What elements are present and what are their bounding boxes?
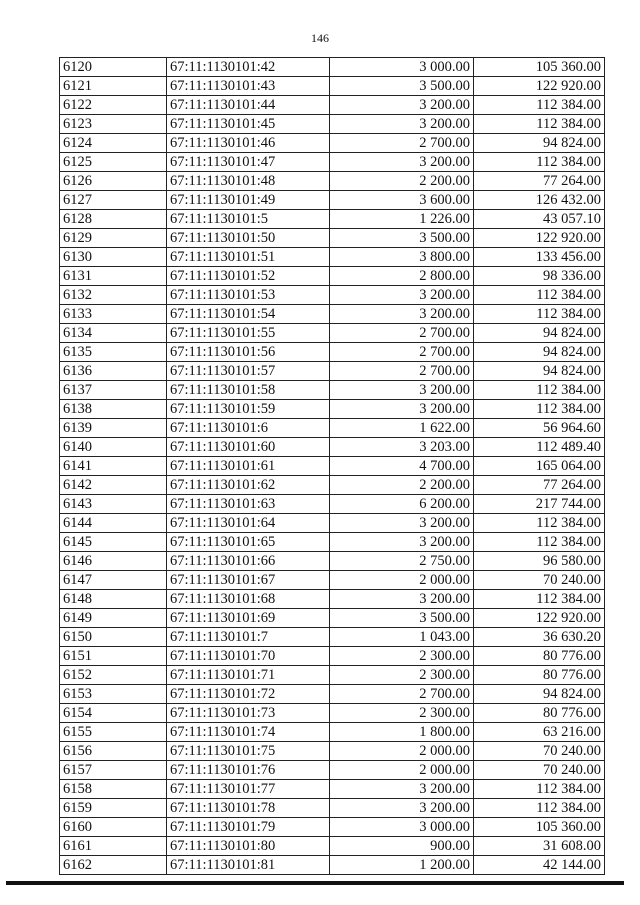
value-cell: 112 384.00 [474,799,605,818]
row-number-cell: 6123 [60,115,167,134]
table-body [60,58,605,875]
cadastral-number-cell: 67:11:1130101:74 [167,723,330,742]
area-cell: 2 300.00 [330,647,474,666]
cadastral-number-cell: 67:11:1130101:64 [167,514,330,533]
table-row [60,400,605,419]
table-row [60,248,605,267]
cadastral-number-cell: 67:11:1130101:43 [167,77,330,96]
table-row [60,210,605,229]
cadastral-number-cell: 67:11:1130101:76 [167,761,330,780]
cadastral-number-cell: 67:11:1130101:54 [167,305,330,324]
cadastral-number-cell: 67:11:1130101:49 [167,191,330,210]
row-number-cell: 6122 [60,96,167,115]
cadastral-number-cell: 67:11:1130101:70 [167,647,330,666]
area-cell: 3 200.00 [330,533,474,552]
cadastral-number-cell: 67:11:1130101:71 [167,666,330,685]
table-row [60,229,605,248]
table-row [60,837,605,856]
value-cell: 112 384.00 [474,305,605,324]
table-row [60,533,605,552]
cadastral-number-cell: 67:11:1130101:45 [167,115,330,134]
area-cell: 2 700.00 [330,324,474,343]
row-number-cell: 6146 [60,552,167,571]
row-number-cell: 6161 [60,837,167,856]
row-number-cell: 6144 [60,514,167,533]
row-number-cell: 6153 [60,685,167,704]
cadastral-value-table [59,57,605,875]
area-cell: 3 500.00 [330,609,474,628]
value-cell: 80 776.00 [474,704,605,723]
area-cell: 2 700.00 [330,134,474,153]
area-cell: 3 600.00 [330,191,474,210]
table-row [60,723,605,742]
table-row [60,628,605,647]
area-cell: 3 200.00 [330,400,474,419]
value-cell: 105 360.00 [474,58,605,77]
row-number-cell: 6162 [60,856,167,875]
table-row [60,115,605,134]
row-number-cell: 6121 [60,77,167,96]
area-cell: 3 800.00 [330,248,474,267]
cadastral-number-cell: 67:11:1130101:67 [167,571,330,590]
value-cell: 112 384.00 [474,780,605,799]
area-cell: 3 200.00 [330,514,474,533]
area-cell: 6 200.00 [330,495,474,514]
value-cell: 126 432.00 [474,191,605,210]
table-row [60,818,605,837]
area-cell: 2 800.00 [330,267,474,286]
value-cell: 122 920.00 [474,77,605,96]
row-number-cell: 6148 [60,590,167,609]
area-cell: 3 203.00 [330,438,474,457]
cadastral-number-cell: 67:11:1130101:53 [167,286,330,305]
table-row [60,704,605,723]
row-number-cell: 6130 [60,248,167,267]
cadastral-number-cell: 67:11:1130101:50 [167,229,330,248]
table-row [60,666,605,685]
row-number-cell: 6145 [60,533,167,552]
area-cell: 1 200.00 [330,856,474,875]
row-number-cell: 6134 [60,324,167,343]
row-number-cell: 6160 [60,818,167,837]
area-cell: 3 200.00 [330,153,474,172]
value-cell: 36 630.20 [474,628,605,647]
area-cell: 1 043.00 [330,628,474,647]
cadastral-number-cell: 67:11:1130101:58 [167,381,330,400]
table-row [60,153,605,172]
table-row [60,58,605,77]
value-cell: 112 384.00 [474,153,605,172]
value-cell: 122 920.00 [474,609,605,628]
row-number-cell: 6147 [60,571,167,590]
value-cell: 31 608.00 [474,837,605,856]
value-cell: 105 360.00 [474,818,605,837]
table-row [60,799,605,818]
area-cell: 2 200.00 [330,476,474,495]
value-cell: 77 264.00 [474,476,605,495]
area-cell: 2 000.00 [330,761,474,780]
area-cell: 3 000.00 [330,58,474,77]
area-cell: 1 800.00 [330,723,474,742]
table-row [60,362,605,381]
cadastral-number-cell: 67:11:1130101:55 [167,324,330,343]
cadastral-number-cell: 67:11:1130101:75 [167,742,330,761]
cadastral-number-cell: 67:11:1130101:63 [167,495,330,514]
cadastral-number-cell: 67:11:1130101:57 [167,362,330,381]
table-row [60,96,605,115]
cadastral-number-cell: 67:11:1130101:51 [167,248,330,267]
table-row [60,761,605,780]
table-row [60,134,605,153]
area-cell: 1 226.00 [330,210,474,229]
value-cell: 56 964.60 [474,419,605,438]
value-cell: 98 336.00 [474,267,605,286]
area-cell: 3 200.00 [330,286,474,305]
row-number-cell: 6154 [60,704,167,723]
area-cell: 3 000.00 [330,818,474,837]
table-row [60,476,605,495]
area-cell: 3 500.00 [330,77,474,96]
value-cell: 217 744.00 [474,495,605,514]
row-number-cell: 6132 [60,286,167,305]
value-cell: 42 144.00 [474,856,605,875]
value-cell: 112 384.00 [474,400,605,419]
area-cell: 2 700.00 [330,685,474,704]
value-cell: 112 384.00 [474,514,605,533]
cadastral-number-cell: 67:11:1130101:66 [167,552,330,571]
row-number-cell: 6141 [60,457,167,476]
table-row [60,609,605,628]
row-number-cell: 6124 [60,134,167,153]
value-cell: 96 580.00 [474,552,605,571]
table-row [60,324,605,343]
table-row [60,267,605,286]
cadastral-number-cell: 67:11:1130101:44 [167,96,330,115]
value-cell: 165 064.00 [474,457,605,476]
area-cell: 3 200.00 [330,780,474,799]
area-cell: 3 200.00 [330,96,474,115]
value-cell: 112 384.00 [474,533,605,552]
table-row [60,77,605,96]
row-number-cell: 6137 [60,381,167,400]
cadastral-number-cell: 67:11:1130101:56 [167,343,330,362]
row-number-cell: 6159 [60,799,167,818]
value-cell: 70 240.00 [474,742,605,761]
cadastral-number-cell: 67:11:1130101:81 [167,856,330,875]
area-cell: 2 300.00 [330,666,474,685]
row-number-cell: 6136 [60,362,167,381]
row-number-cell: 6158 [60,780,167,799]
value-cell: 94 824.00 [474,134,605,153]
cadastral-number-cell: 67:11:1130101:69 [167,609,330,628]
table-row [60,514,605,533]
table-row [60,685,605,704]
area-cell: 1 622.00 [330,419,474,438]
row-number-cell: 6128 [60,210,167,229]
area-cell: 2 300.00 [330,704,474,723]
cadastral-number-cell: 67:11:1130101:60 [167,438,330,457]
bottom-rule [6,881,624,885]
table-row [60,381,605,400]
table-row [60,495,605,514]
row-number-cell: 6126 [60,172,167,191]
value-cell: 63 216.00 [474,723,605,742]
area-cell: 2 000.00 [330,571,474,590]
row-number-cell: 6140 [60,438,167,457]
table-row [60,343,605,362]
table-row [60,457,605,476]
area-cell: 3 200.00 [330,590,474,609]
row-number-cell: 6155 [60,723,167,742]
value-cell: 112 384.00 [474,381,605,400]
cadastral-number-cell: 67:11:1130101:79 [167,818,330,837]
cadastral-number-cell: 67:11:1130101:73 [167,704,330,723]
table-row [60,305,605,324]
row-number-cell: 6142 [60,476,167,495]
table-row [60,419,605,438]
value-cell: 94 824.00 [474,685,605,704]
row-number-cell: 6127 [60,191,167,210]
value-cell: 94 824.00 [474,343,605,362]
value-cell: 80 776.00 [474,647,605,666]
cadastral-number-cell: 67:11:1130101:42 [167,58,330,77]
area-cell: 3 200.00 [330,799,474,818]
area-cell: 3 500.00 [330,229,474,248]
area-cell: 2 700.00 [330,343,474,362]
value-cell: 112 384.00 [474,96,605,115]
value-cell: 94 824.00 [474,324,605,343]
value-cell: 80 776.00 [474,666,605,685]
value-cell: 112 384.00 [474,115,605,134]
area-cell: 900.00 [330,837,474,856]
value-cell: 70 240.00 [474,571,605,590]
row-number-cell: 6138 [60,400,167,419]
row-number-cell: 6135 [60,343,167,362]
area-cell: 4 700.00 [330,457,474,476]
cadastral-number-cell: 67:11:1130101:77 [167,780,330,799]
cadastral-number-cell: 67:11:1130101:62 [167,476,330,495]
cadastral-number-cell: 67:11:1130101:6 [167,419,330,438]
row-number-cell: 6139 [60,419,167,438]
area-cell: 3 200.00 [330,305,474,324]
table-row [60,742,605,761]
table-row [60,780,605,799]
cadastral-number-cell: 67:11:1130101:61 [167,457,330,476]
row-number-cell: 6143 [60,495,167,514]
value-cell: 43 057.10 [474,210,605,229]
row-number-cell: 6149 [60,609,167,628]
row-number-cell: 6133 [60,305,167,324]
cadastral-number-cell: 67:11:1130101:80 [167,837,330,856]
value-cell: 112 489.40 [474,438,605,457]
area-cell: 2 200.00 [330,172,474,191]
row-number-cell: 6131 [60,267,167,286]
value-cell: 70 240.00 [474,761,605,780]
table-row [60,552,605,571]
cadastral-number-cell: 67:11:1130101:48 [167,172,330,191]
area-cell: 3 200.00 [330,115,474,134]
cadastral-number-cell: 67:11:1130101:46 [167,134,330,153]
row-number-cell: 6125 [60,153,167,172]
cadastral-number-cell: 67:11:1130101:59 [167,400,330,419]
cadastral-number-cell: 67:11:1130101:47 [167,153,330,172]
value-cell: 112 384.00 [474,590,605,609]
area-cell: 2 700.00 [330,362,474,381]
cadastral-number-cell: 67:11:1130101:52 [167,267,330,286]
value-cell: 122 920.00 [474,229,605,248]
table-row [60,647,605,666]
row-number-cell: 6156 [60,742,167,761]
row-number-cell: 6129 [60,229,167,248]
cadastral-number-cell: 67:11:1130101:68 [167,590,330,609]
row-number-cell: 6151 [60,647,167,666]
value-cell: 77 264.00 [474,172,605,191]
row-number-cell: 6150 [60,628,167,647]
cadastral-number-cell: 67:11:1130101:5 [167,210,330,229]
area-cell: 2 750.00 [330,552,474,571]
value-cell: 133 456.00 [474,248,605,267]
table-row [60,571,605,590]
value-cell: 94 824.00 [474,362,605,381]
table-row [60,438,605,457]
row-number-cell: 6157 [60,761,167,780]
value-cell: 112 384.00 [474,286,605,305]
row-number-cell: 6152 [60,666,167,685]
table-row [60,590,605,609]
row-number-cell: 6120 [60,58,167,77]
table-row [60,191,605,210]
table-row [60,856,605,875]
table-row [60,286,605,305]
cadastral-number-cell: 67:11:1130101:7 [167,628,330,647]
page-number: 146 [311,31,329,45]
cadastral-number-cell: 67:11:1130101:65 [167,533,330,552]
table-row [60,172,605,191]
cadastral-number-cell: 67:11:1130101:72 [167,685,330,704]
area-cell: 3 200.00 [330,381,474,400]
area-cell: 2 000.00 [330,742,474,761]
cadastral-number-cell: 67:11:1130101:78 [167,799,330,818]
